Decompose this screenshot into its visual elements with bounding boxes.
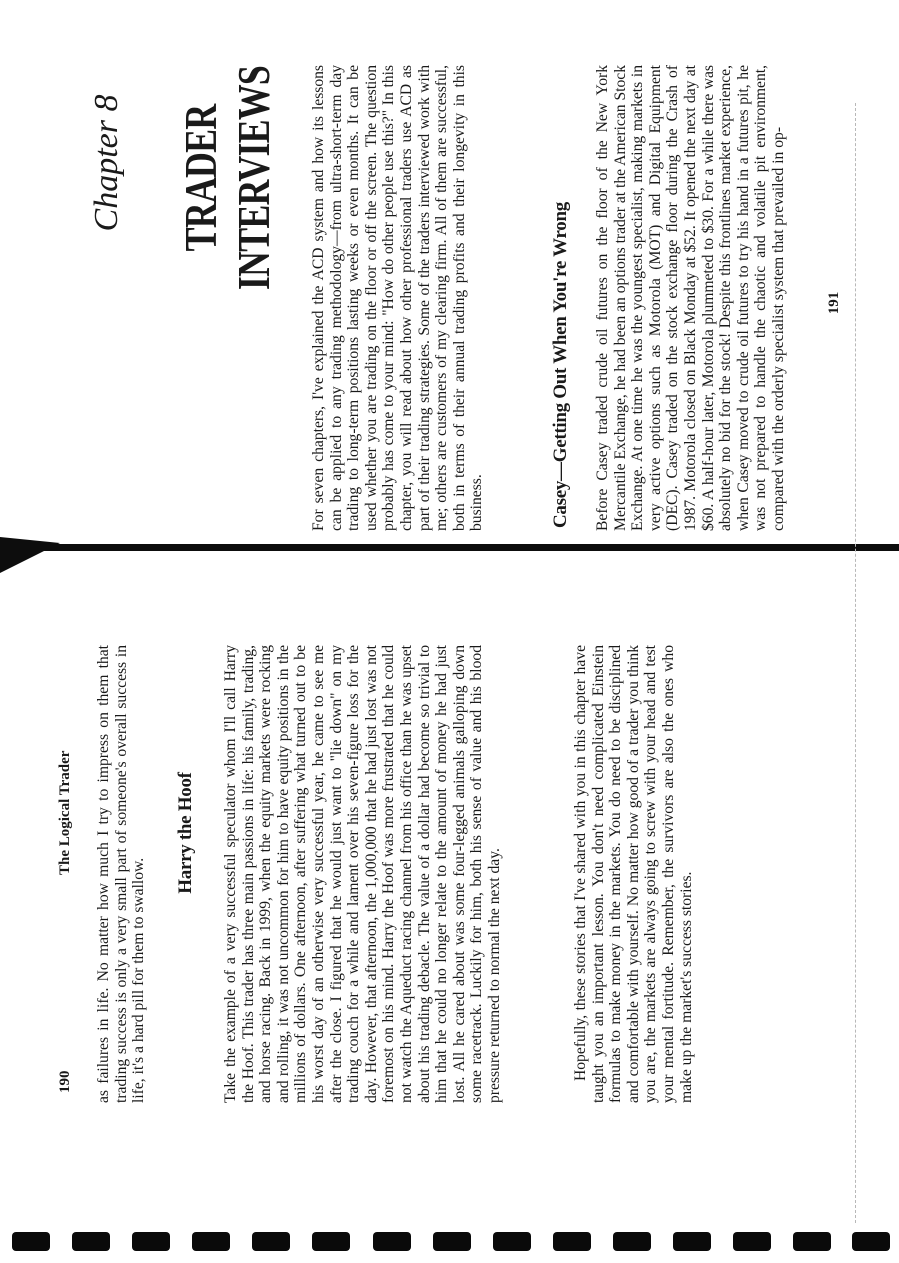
binder-hole — [132, 1232, 170, 1251]
binder-hole — [733, 1232, 771, 1251]
binder-hole — [673, 1232, 711, 1251]
section-heading-casey: Casey—Getting Out When You're Wrong — [550, 202, 571, 528]
binder-hole — [553, 1232, 591, 1251]
right-page-number: 191 — [826, 291, 842, 315]
left-paragraph-2 — [222, 645, 504, 1103]
binder-hole — [793, 1232, 831, 1251]
binder-hole — [312, 1232, 350, 1251]
section-heading-harry-the-hoof: Harry the Hoof — [175, 772, 196, 894]
right-paragraph-2 — [594, 65, 788, 531]
paragraph-text: For seven chapters, I've explained the ACD system and how its lessons can be applied to any trading methodology—from ultra-short-term day trading to long-term positions lasting weeks or even months. It can be used whether you are trading on the floor or off the screen. The question probably has come to your mind: "How do other people use this?" In this chapter, you will read about how other professional traders use ACD as part of their trading strategies. Some of the traders interviewed work with me; others are customers of my clearing firm. All of them are successful, both in terms of their annual trading profits and their longevity in this business. — [310, 65, 486, 531]
binder-hole — [252, 1232, 290, 1251]
left-paragraph-3 — [572, 645, 695, 1103]
left-page — [0, 563, 899, 1263]
binder-hole — [192, 1232, 230, 1251]
right-paragraph-1 — [310, 65, 486, 531]
binder-hole — [72, 1232, 110, 1251]
right-page — [0, 0, 899, 563]
binder-hole — [12, 1232, 50, 1251]
paragraph-text: Take the example of a very successful speculator whom I'll call Harry the Hoof. This trader has three main passions in life: his family, trading, and horse racing. Back in 1999, when the equity markets were rocking and rolling, it was not uncommon for him to have equity positions in the millions of dollars. One afternoon, after suffering what turned out to be his worst day of an otherwise very successful year, he came to see me after the close. I figured that he would just want to "lie down" on my trading couch for a while and lament over his seven-figure loss for the day. However, that afternoon, the 1,000,000 that he had just lost was not foremost on his mind. Harry the Hoof was more frustrated that he could not watch the Aqueduct racing channel from his office than he was upset about his trading debacle. The value of a dollar had become so trivial to him that he could no longer relate to the amount of money he had just lost. All he cared about was some four-legged animals galloping down some racetrack. Luckily for him, both his sense of value and his blood pressure returned to normal the next day. — [222, 645, 503, 1103]
binder-hole — [493, 1232, 531, 1251]
running-title: The Logical Trader — [57, 750, 73, 875]
paragraph-text: Before Casey traded crude oil futures on the floor of the New York Mercantile Exchange, he had been an options trader at the American Stock Exchange. At one time he was the youngest specialist, making markets in very active options such as Motorola (MOT) and Digital Equipment (DEC). Casey traded on the stock exchange floor during the Crash of 1987. Motorola closed on Black Monday at $52. It opened the next day at $60. A half-hour later, Motorola plummeted to $30. For a while there was absolutely no bid for the stock! Despite this frontlines market experience, when Casey moved to crude oil futures to try his hand in a futures pit, he was not prepared to handle the chaotic and volatile pit environment, compared with the orderly specialist system that prevailed in op- — [594, 65, 787, 531]
binder-hole — [613, 1232, 651, 1251]
left-paragraph-1 — [95, 645, 148, 1103]
chapter-title: TRADER INTERVIEWS — [175, 65, 279, 291]
left-page-number: 190 — [57, 1070, 73, 1093]
chapter-label: Chapter 8 — [88, 94, 125, 232]
binder-hole — [433, 1232, 471, 1251]
binder-hole — [373, 1232, 411, 1251]
binder-hole — [852, 1232, 890, 1251]
paragraph-text: as failures in life. No matter how much I try to impress on them that trading success is only a very small part of someone's overall success in life, it's a hard pill for them to swallow. — [95, 645, 148, 1103]
paragraph-text: Hopefully, these stories that I've shared with you in this chapter have taught you an important lesson. You don't need complicated Einstein formulas to make money in the markets. You do need to be disciplined and comfortable with yourself. No matter how good of a trader you think you are, the markets are always going to screw with your head and test your mental fortitude. Remember, the survivors are also the ones who make up the market's success stories. — [572, 645, 695, 1103]
